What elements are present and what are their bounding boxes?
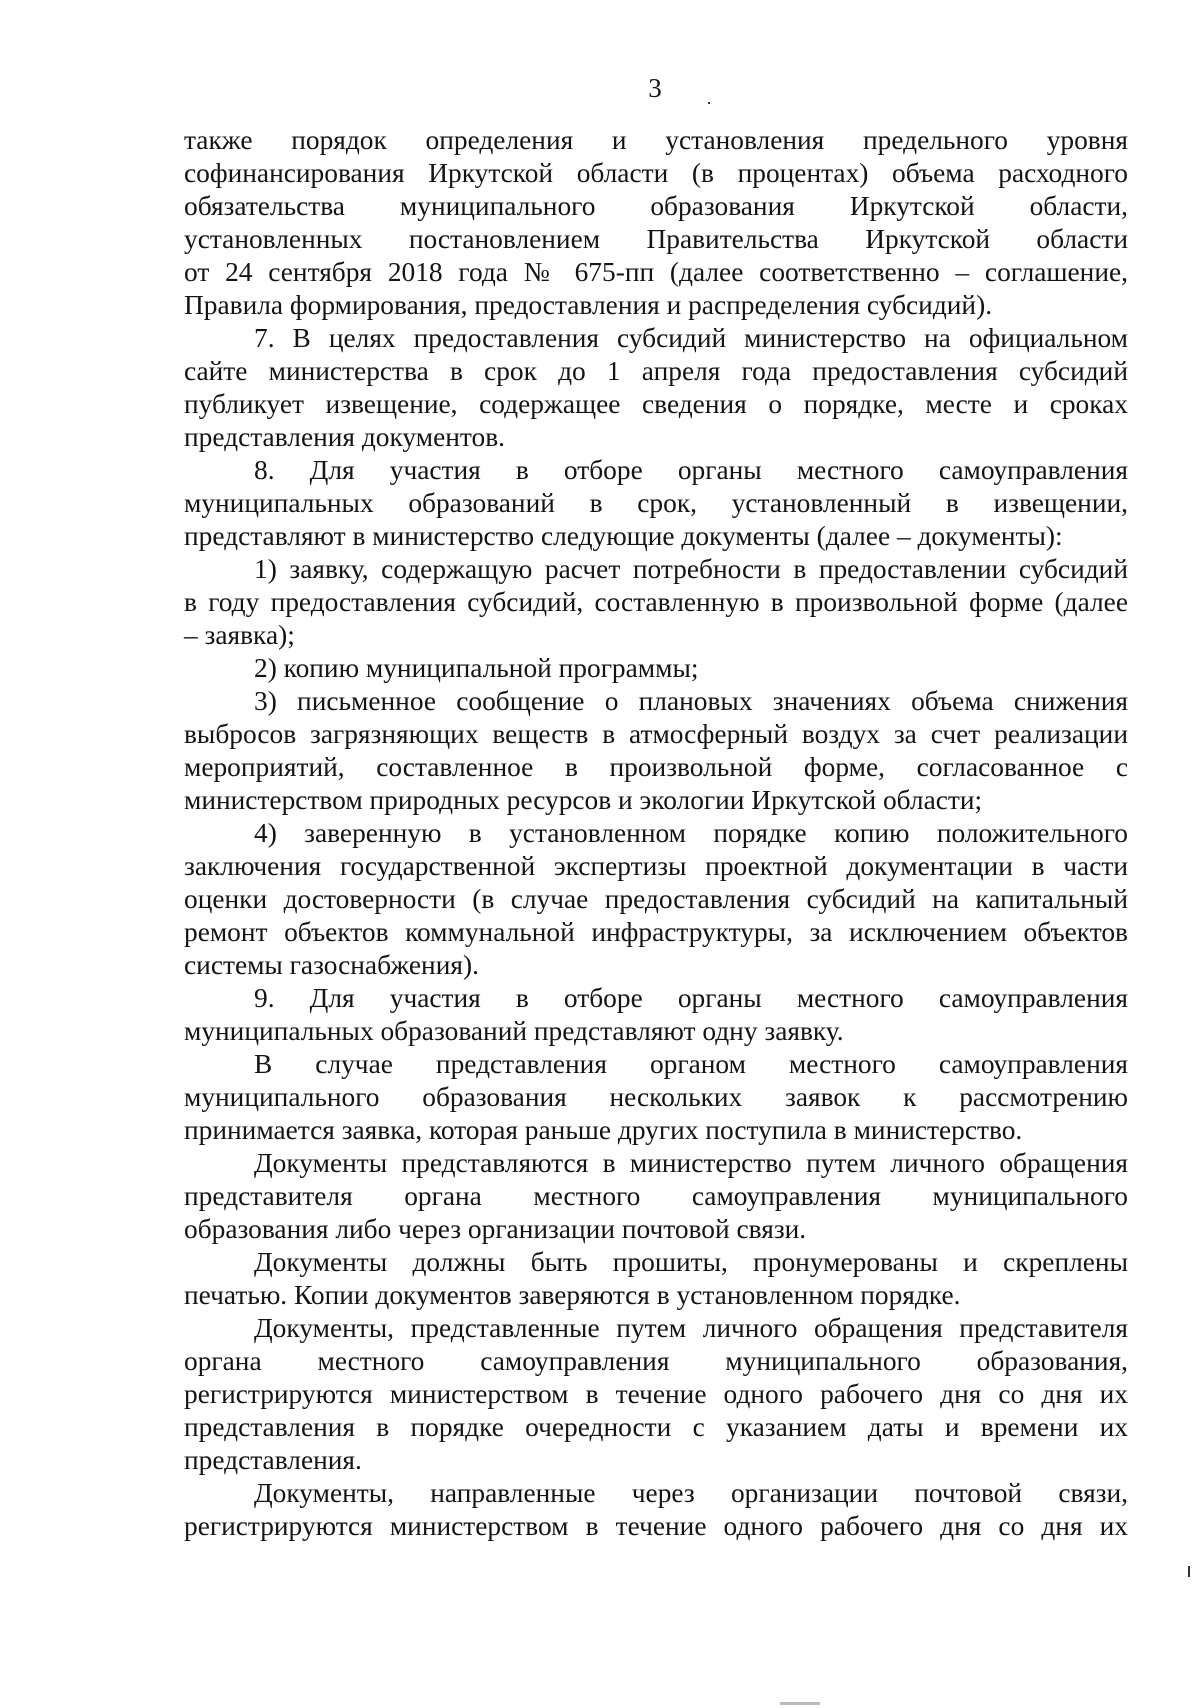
text-line: 2) копию муниципальной программы; <box>254 653 699 683</box>
text-line: выбросов загрязняющих веществ в атмосферный воздух за счет реализации <box>184 719 1128 749</box>
text-line: Документы, направленные через организации почтовой связи, <box>254 1478 1128 1508</box>
text-line: 4) заверенную в установленном порядке копию положительного <box>254 818 1128 848</box>
text-line: министерством природных ресурсов и экологии Иркутской области; <box>184 785 983 815</box>
text-line: представления в порядке очередности с указанием даты и времени их <box>184 1412 1128 1442</box>
text-line: органа местного самоуправления муниципального образования, <box>184 1346 1128 1376</box>
text-line: печатью. Копии документов заверяются в установленном порядке. <box>184 1280 961 1310</box>
text-line: Правила формирования, предоставления и распределения субсидий). <box>184 290 993 320</box>
text-line: оценки достоверности (в случае предоставления субсидий на капитальный <box>184 884 1128 914</box>
text-line: Документы должны быть прошиты, пронумерованы и скреплены <box>254 1247 1128 1277</box>
text-line: установленных постановлением Правительства Иркутской области <box>184 224 1128 254</box>
text-line: мероприятий, составленное в произвольной форме, согласованное с <box>184 752 1128 782</box>
text-line: муниципального образования нескольких заявок к рассмотрению <box>184 1082 1128 1112</box>
text-line: образования либо через организации почтовой связи. <box>184 1214 807 1244</box>
text-line: софинансирования Иркутской области (в процентах) объема расходного <box>184 158 1128 188</box>
text-line: публикует извещение, содержащее сведения о порядке, месте и сроках <box>184 389 1128 419</box>
scan-speck <box>708 102 710 104</box>
scan-speck <box>1188 1566 1190 1577</box>
text-line: Документы представляются в министерство путем личного обращения <box>254 1148 1128 1178</box>
text-line: представления документов. <box>184 422 505 452</box>
text-line: муниципальных образований в срок, установленный в извещении, <box>184 488 1128 518</box>
text-line: заключения государственной экспертизы проектной документации в части <box>184 851 1128 881</box>
text-line: регистрируются министерством в течение одного рабочего дня со дня их <box>184 1379 1128 1409</box>
text-line: сайте министерства в срок до 1 апреля года предоставления субсидий <box>184 356 1128 386</box>
text-line: 1) заявку, содержащую расчет потребности в предоставлении субсидий <box>254 554 1128 584</box>
text-line: также порядок определения и установления предельного уровня <box>184 125 1128 155</box>
text-line: муниципальных образований представляют одну заявку. <box>184 1016 844 1046</box>
page-number: 3 <box>648 73 662 103</box>
text-line: 7. В целях предоставления субсидий министерство на официальном <box>254 323 1128 353</box>
text-line: обязательства муниципального образования Иркутской области, <box>184 191 1128 221</box>
text-line: 3) письменное сообщение о плановых значениях объема снижения <box>254 686 1128 716</box>
text-line: системы газоснабжения). <box>184 950 479 980</box>
text-line: – заявка); <box>184 620 295 650</box>
text-line: от 24 сентября 2018 года № 675-пп (далее соответственно – соглашение, <box>184 257 1128 287</box>
text-line: 9. Для участия в отборе органы местного самоуправления <box>254 983 1128 1013</box>
text-line: Документы, представленные путем личного обращения представителя <box>254 1313 1128 1343</box>
text-line: 8. Для участия в отборе органы местного самоуправления <box>254 455 1128 485</box>
text-line: принимается заявка, которая раньше других поступила в министерство. <box>184 1115 1023 1145</box>
document-body <box>184 124 1128 1543</box>
text-line: регистрируются министерством в течение одного рабочего дня со дня их <box>184 1511 1128 1541</box>
text-line: представителя органа местного самоуправления муниципального <box>184 1181 1128 1211</box>
text-line: представляют в министерство следующие документы (далее – документы): <box>184 521 1063 551</box>
text-line: в году предоставления субсидий, составленную в произвольной форме (далее <box>184 587 1128 617</box>
text-line: представления. <box>184 1445 362 1475</box>
text-line: ремонт объектов коммунальной инфраструктуры, за исключением объектов <box>184 917 1128 947</box>
text-line: В случае представления органом местного самоуправления <box>254 1049 1128 1079</box>
scan-speck <box>780 1702 820 1705</box>
